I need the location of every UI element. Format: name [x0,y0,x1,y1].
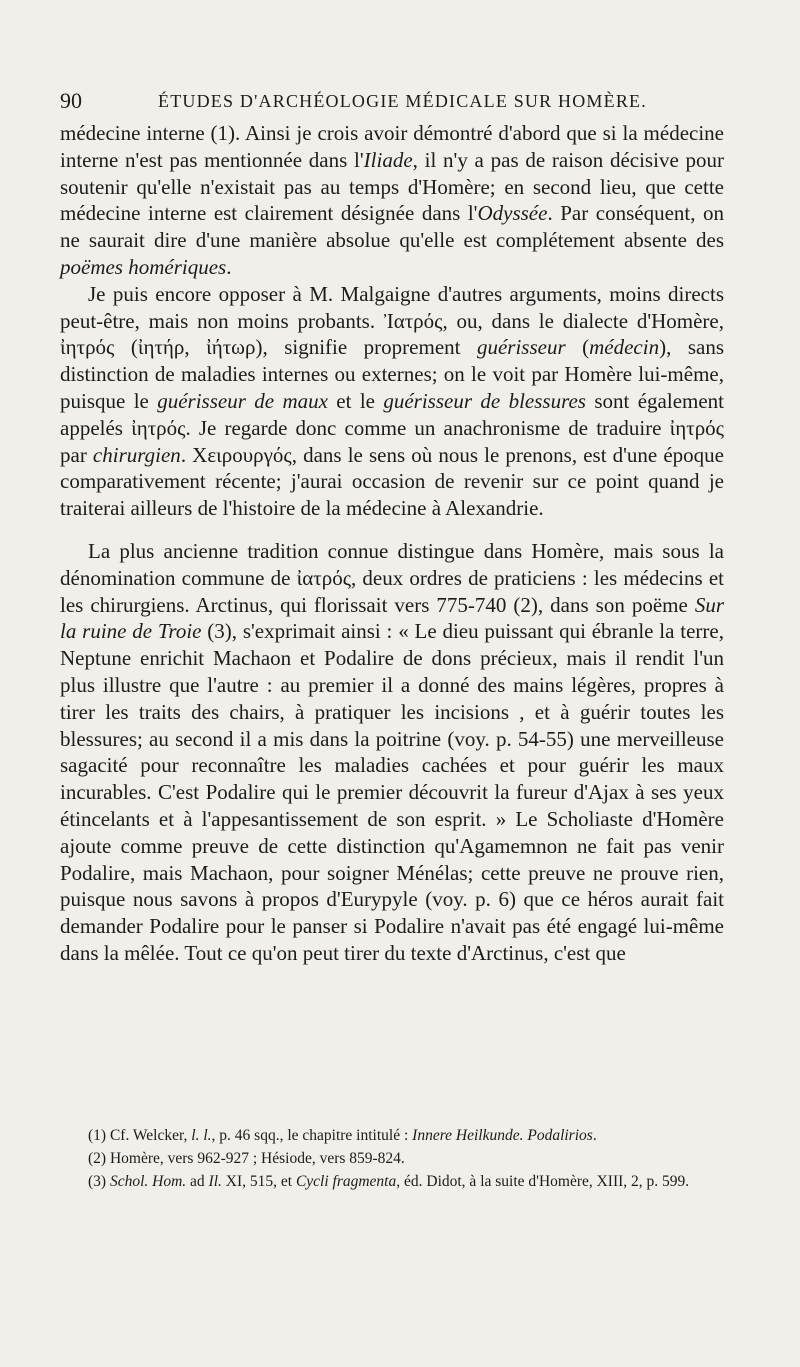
page-number: 90 [60,88,82,113]
text-run: . Par conséquent, on ne saurait dire d'une manière absolue qu'elle est complétement absente des [60,201,725,253]
italic-run: poëmes homériques [60,254,227,279]
italic-run: Cycli fragmenta [295,1173,397,1190]
italic-run: chirurgien [92,442,181,467]
text-run: ), sans distinction de maladies internes ou externes; on le voit par Homère lui-même, puisque le [60,335,724,413]
running-title: ÉTUDES D'ARCHÉOLOGIE MÉDICALE SUR HOMÈRE. [158,91,647,111]
text-run: (2) Homère, vers 962-927 ; Hésiode, vers 859-824. [88,1150,405,1167]
text-run: . Χειρουργός, dans le sens où nous le prenons, est d'une époque comparativement récente; j'aurai occasion de revenir sur ce point quand je traiterai ailleurs de l'histoire de la médecine à Alexandrie. [60,442,724,521]
paragraph [60,120,724,281]
text-run: (3), s'exprimait ainsi : « Le dieu puissant qui ébranle la terre, Neptune enrichit Machaon et Podalire de dons précieux, mais il rendit l'un plus illustre que l'autre : au premier il a donné des mains légères, propres à tirer les traits des chairs, à pratiquer les incisions , et à guérir toutes les blessures; au second il a mis dans la poitrine (voy. p. 54-55) une merveilleuse sagacité pour reconnaître les maladies cachées et pour guérir les maux incurables. C'est Podalire qui le premier découvrit la fureur d'Ajax à ses yeux étincelants et à l'appesantissement de son esprit. » Le Scholiaste d'Homère ajoute comme preuve de cette distinction qu'Agamemnon ne fait pas venir Podalire, mais Machaon, pour soigner Ménélas; cette preuve ne prouve rien, puisque nous savons à propos d'Eurypyle (voy. p. 6) que ce héros aurait fait demander Podalire pour le panser si Podalire n'avait pas été engagé lui-même dans la mêlée. Tout ce qu'on peut tirer du texte d'Arctinus, c'est que [60,619,724,965]
text-run: Je puis encore opposer à M. Malgaigne d'autres arguments, moins directs peut-être, mais non moins probants. Ἰατρός, ou, dans le dialecte d'Homère, ἰητρός (ἰητήρ, ἰήτωρ), signifie proprement [60,281,724,360]
text-run: (1) Cf. Welcker, [88,1127,192,1144]
footnotes [60,1124,728,1193]
text-run: ( [565,335,590,360]
text-run: , p. 46 sqq., le chapitre intitulé : [211,1127,413,1144]
italic-run: Sur la ruine de Troie [60,592,724,644]
page-header [60,88,740,118]
text-run: . [592,1127,597,1144]
italic-run: guérisseur de blessures [383,388,586,413]
italic-run: guérisseur de maux [157,388,328,413]
italic-run: Il. [208,1173,222,1190]
text-run: et le [327,388,384,413]
text-run: ad [186,1173,209,1190]
text-run: , il n'y a pas de raison décisive pour soutenir qu'elle n'existait pas au temps d'Homère; en second lieu, que cette médecine interne est clairement désignée dans l' [60,147,724,226]
body-text [60,120,724,967]
text-run: XI, 515, et [221,1173,296,1190]
footnote [60,1170,728,1193]
italic-run: médecin [589,335,660,360]
paragraph [60,538,724,967]
italic-run: Odyssée [477,201,548,226]
text-run: sont également appelés ἰητρός. Je regarde donc comme un anachronisme de traduire ἰητρός par [60,388,724,467]
italic-run: Iliade [363,147,413,172]
italic-run: Schol. Hom. [109,1173,187,1190]
italic-run: Innere Heilkunde. Podalirios [412,1127,593,1144]
footnote [60,1147,728,1170]
footnote [60,1124,728,1147]
text-run: . [226,254,232,279]
text-run: (3) [88,1173,110,1190]
paragraph [60,281,724,522]
italic-run: guérisseur [476,335,566,360]
text-run: La plus ancienne tradition connue distingue dans Homère, mais sous la dénomination commune de ἰατρός, deux ordres de praticiens : les médecins et les chirurgiens. Arctinus, qui florissait vers 775-740 (2), dans son poëme [60,538,724,617]
text-run: médecine interne (1). Ainsi je crois avoir démontré d'abord que si la médecine interne n'est pas mentionnée dans l' [60,121,724,172]
italic-run: l. l. [191,1127,212,1144]
text-run: , éd. Didot, à la suite d'Homère, XIII, 2, p. 599. [396,1173,690,1190]
